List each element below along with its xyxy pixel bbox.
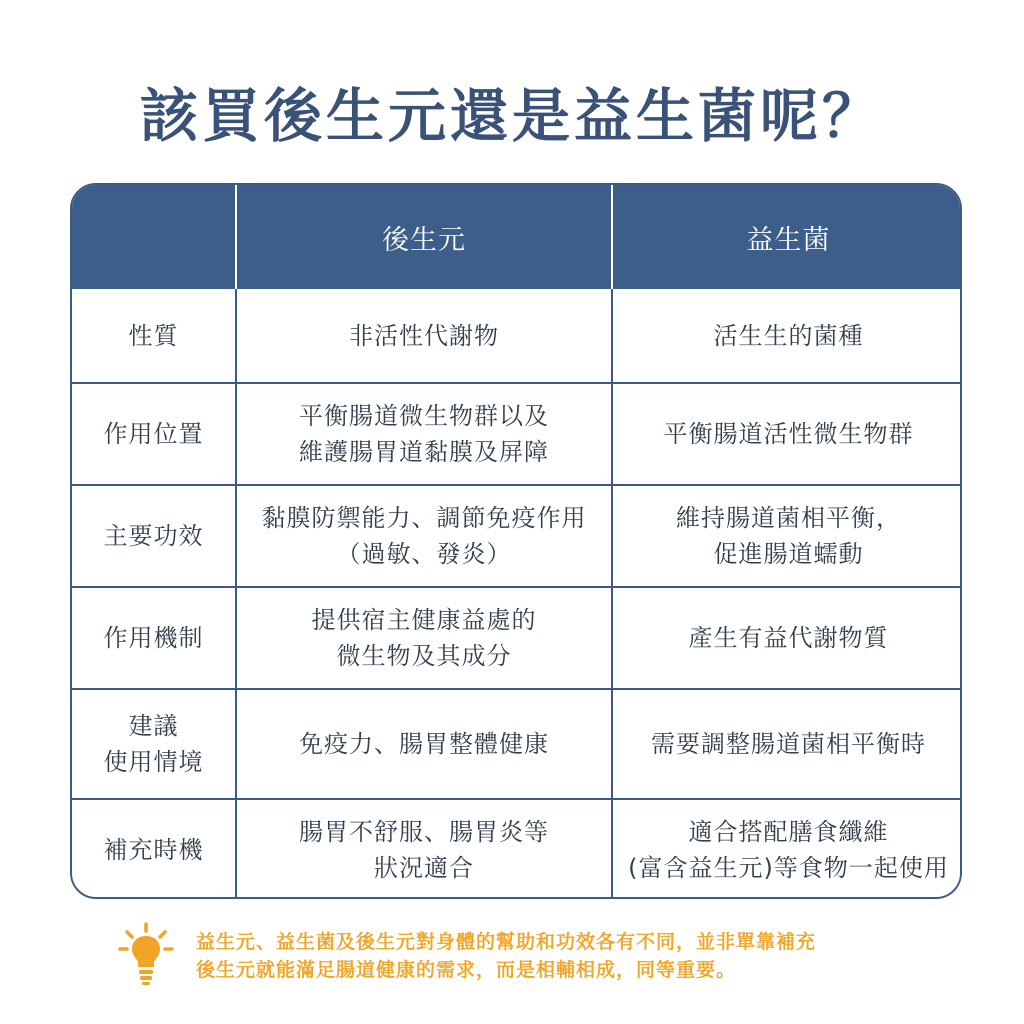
table-row [72, 799, 962, 899]
table-row [72, 587, 962, 689]
row-label: 性質 [128, 321, 179, 350]
probiotic-cell: 維持腸道菌相平衡， 促進腸道蠕動 [612, 485, 962, 587]
table-row [72, 689, 962, 799]
postbiotic-cell: 黏膜防禦能力、調節免疫作用 （過敏、發炎） [236, 485, 612, 587]
table-row [72, 289, 962, 383]
row-label: 作用位置 [72, 383, 236, 485]
footnote [118, 922, 958, 992]
comparison-table [70, 183, 962, 899]
row-label: 建議 使用情境 [72, 689, 236, 799]
lightbulb-icon [118, 922, 174, 986]
postbiotic-cell: 腸胃不舒服、腸胃炎等 狀況適合 [236, 799, 612, 899]
probiotic-cell: 活生生的菌種 [612, 289, 962, 383]
row-label: 補充時機 [72, 799, 236, 899]
postbiotic-cell: 平衡腸道微生物群以及 維護腸胃道黏膜及屏障 [236, 383, 612, 485]
postbiotic-cell: 提供宿主健康益處的 微生物及其成分 [236, 587, 612, 689]
table-row [72, 383, 962, 485]
probiotic-cell: 需要調整腸道菌相平衡時 [612, 689, 962, 799]
row-label: 主要功效 [72, 485, 236, 587]
footnote-text: 益生元、益生菌及後生元對身體的幫助和功效各有不同，並非單靠補充 後生元就能滿足腸道健康的需求，而是相輔相成，同等重要。 [196, 931, 817, 981]
table-header-row [72, 185, 962, 289]
postbiotic-cell: 免疫力、腸胃整體健康 [236, 689, 612, 799]
probiotic-cell: 適合搭配膳食纖維 (富含益生元)等食物一起使用 [612, 799, 962, 899]
table-row [72, 485, 962, 587]
row-label: 作用機制 [72, 587, 236, 689]
probiotic-cell: 產生有益代謝物質 [612, 587, 962, 689]
postbiotic-cell: 非活性代謝物 [236, 289, 612, 383]
header-empty-cell [72, 185, 236, 289]
page-title: 該買後生元還是益生菌呢？ [139, 82, 884, 150]
header-postbiotic: 後生元 [236, 185, 612, 289]
probiotic-cell: 平衡腸道活性微生物群 [612, 383, 962, 485]
header-probiotic: 益生菌 [612, 185, 962, 289]
